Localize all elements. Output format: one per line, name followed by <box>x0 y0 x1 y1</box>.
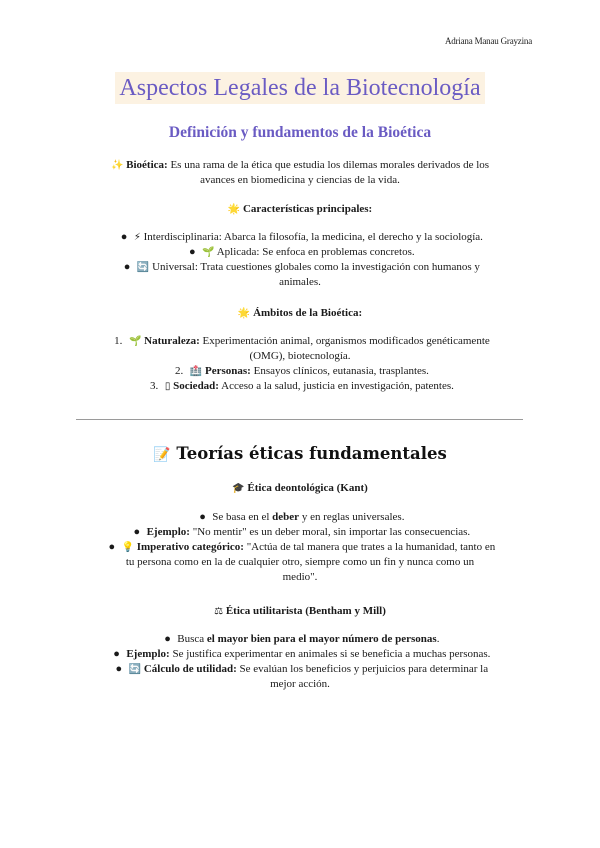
definition-text-line1: Es una rama de la ética que estudia los dilemas morales derivados de los <box>170 159 490 171</box>
bullet-icon: ● <box>108 541 116 553</box>
item-text: Busca <box>177 633 205 645</box>
bullet-icon: ● <box>123 261 131 273</box>
bullet-icon: ● <box>189 246 196 258</box>
seedling-icon: 🌱 <box>128 336 142 347</box>
area-text: Experimentación animal, organismos modificados genéticamente <box>202 335 490 347</box>
section-heading-bioetica: Definición y fundamentos de la Bioética <box>168 124 432 141</box>
star-icon: 🌟 <box>227 204 241 215</box>
list-item <box>60 364 540 379</box>
list-item <box>60 662 540 692</box>
item-bold: Cálculo de utilidad: <box>143 663 237 675</box>
list-item <box>60 540 540 585</box>
bullet-icon: ● <box>133 526 141 538</box>
scales-icon: ⚖ <box>214 606 224 617</box>
list-item <box>60 510 540 525</box>
item-text: Se evalúan los beneficios y perjuicios para determinar la <box>239 663 489 675</box>
list-item <box>60 647 540 662</box>
list-item <box>60 230 540 245</box>
memo-icon: 📝 <box>153 447 171 463</box>
areas-title: Ámbitos de la Bioética: <box>253 307 363 319</box>
area-term: Personas: <box>205 365 251 377</box>
lightning-icon: ⚡ <box>133 232 141 243</box>
theories-title: Teorías éticas fundamentales <box>176 444 447 463</box>
list-item <box>60 245 540 260</box>
item-bold: Ejemplo: <box>126 648 170 660</box>
list-item <box>60 525 540 540</box>
item-text: . <box>436 633 440 645</box>
list-number: 3. <box>149 380 159 392</box>
characteristics-heading <box>60 202 540 217</box>
utilitarian-list <box>60 632 540 692</box>
bullet-icon: ● <box>164 633 171 645</box>
item-text-cont: medio". <box>282 571 318 583</box>
title-wrap <box>0 72 600 104</box>
sparkles-icon: ✨ <box>110 160 124 171</box>
area-term: Naturaleza: <box>144 335 200 347</box>
item-bold: deber <box>272 511 300 523</box>
characteristics-title: Características principales: <box>242 203 373 215</box>
utilitarian-title: Ética utilitarista (Bentham y Mill) <box>225 605 386 617</box>
utilitarian-heading <box>60 604 540 619</box>
bullet-icon: ● <box>115 663 123 675</box>
characteristic-text: Interdisciplinaria: Abarca la filosofía, la medicina, el derecho y la sociología. <box>143 231 483 243</box>
item-bold: el mayor bien para el mayor número de personas <box>206 633 437 645</box>
bullet-icon: ● <box>199 511 206 523</box>
area-text: Acceso a la salud, justicia en investigación, patentes. <box>221 380 454 392</box>
areas-list <box>60 334 540 394</box>
author-name: Adriana Manau Grayzina <box>444 36 532 46</box>
item-text: Se justifica experimentar en animales si se beneficia a muchas personas. <box>172 648 491 660</box>
list-item <box>60 632 540 647</box>
deontological-title: Ética deontológica (Kant) <box>247 482 368 494</box>
bullet-icon: ● <box>120 231 128 243</box>
characteristic-text-cont: animales. <box>279 276 321 288</box>
deontological-heading <box>60 481 540 496</box>
characteristic-text: Aplicada: Se enfoca en problemas concretos. <box>216 246 415 258</box>
item-text-cont: tu persona como en la de cualquier otro, siempre como un fin y nunca como un <box>125 556 475 568</box>
item-bold: Ejemplo: <box>146 526 190 538</box>
item-text: "No mentir" es un deber moral, sin importar las consecuencias. <box>192 526 471 538</box>
document-title: Aspectos Legales de la Biotecnología <box>115 72 484 104</box>
area-term: Sociedad: <box>173 380 219 392</box>
areas-heading <box>60 306 540 321</box>
seedling-icon: 🌱 <box>202 247 215 258</box>
area-text-cont: (OMG), biotecnología. <box>249 350 351 362</box>
list-item <box>60 260 540 290</box>
item-text: y en reglas universales. <box>301 511 405 523</box>
list-item <box>60 379 540 394</box>
section-divider <box>76 419 523 420</box>
item-bold: Imperativo categórico: <box>136 541 244 553</box>
hospital-icon: 🏥 <box>189 366 203 377</box>
definition-text-line2: avances en biomedicina y ciencias de la vida. <box>200 174 400 186</box>
section-heading-theories <box>0 444 600 463</box>
characteristic-text: Universal: Trata cuestiones globales como la investigación con humanos y <box>152 261 480 273</box>
item-text-cont: mejor acción. <box>270 678 330 690</box>
graduation-cap-icon: 🎓 <box>232 483 245 494</box>
definition-term: Bioética: <box>126 159 168 171</box>
deontological-list <box>60 510 540 585</box>
area-text: Ensayos clínicos, eutanasia, trasplantes. <box>253 365 429 377</box>
missing-glyph-icon: ▯ <box>164 381 171 392</box>
list-number: 2. <box>174 365 184 377</box>
item-text: Se basa en el <box>212 511 270 523</box>
star-icon: 🌟 <box>237 308 251 319</box>
bullet-icon: ● <box>113 648 120 660</box>
item-text: "Actúa de tal manera que trates a la humanidad, tanto en <box>246 541 496 553</box>
light-bulb-icon: 💡 <box>121 542 134 553</box>
list-number: 1. <box>114 335 123 347</box>
list-item <box>60 334 540 364</box>
characteristics-list <box>60 230 540 290</box>
cycle-arrows-icon: 🔄 <box>128 664 142 675</box>
cycle-arrows-icon: 🔄 <box>136 262 150 273</box>
bioetica-definition <box>60 158 540 188</box>
